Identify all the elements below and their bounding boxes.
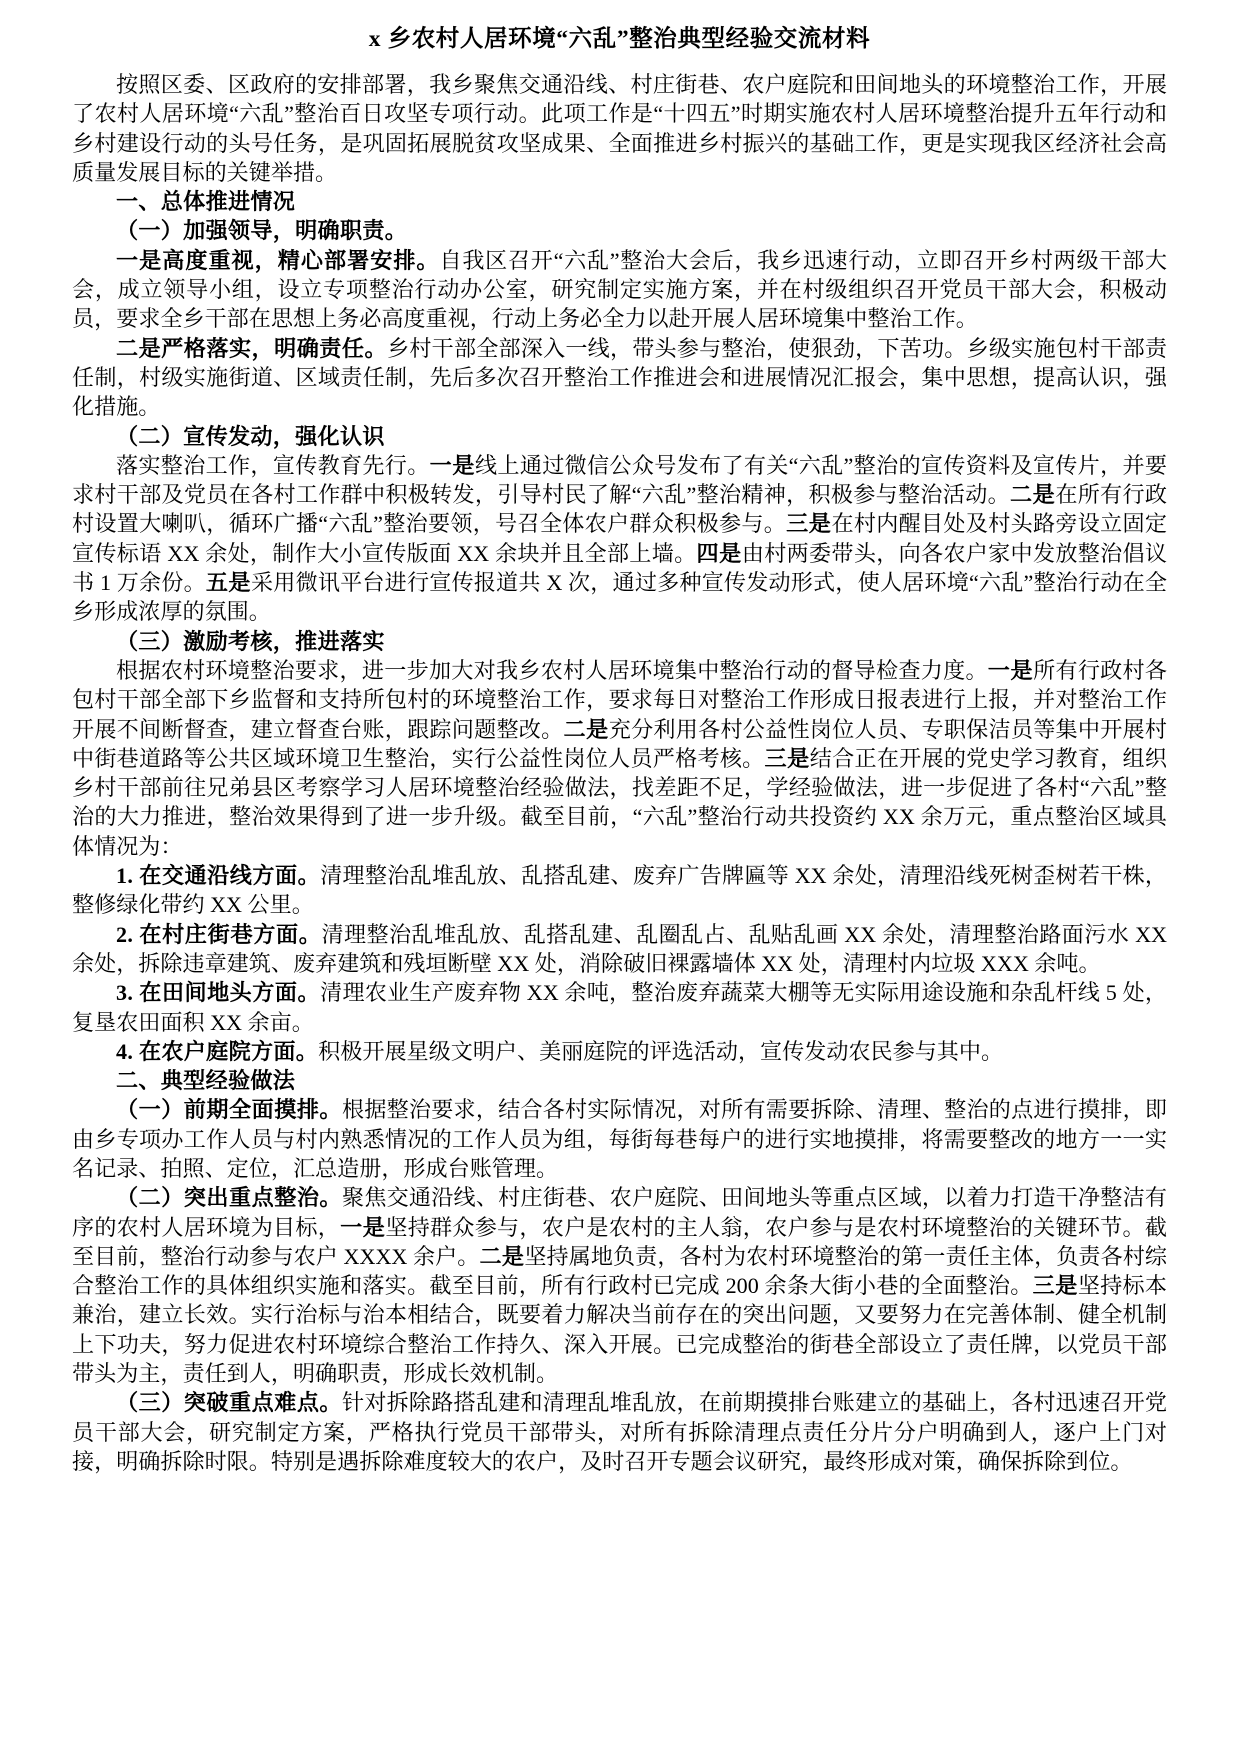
paragraph-lead-label: 一是高度重视，精心部署安排。 — [116, 247, 440, 273]
document-body — [72, 70, 1167, 1476]
paragraph-text: 乡村干部全部深入一线，带头参与整治，使狠劲，下苦功。乡级实施包村干部责任制，村级实施街道、区域责任制，先后多次召开整治工作推进会和进展情况汇报会，集中思想，提高认识，强化措施。 — [72, 335, 1167, 420]
heading-text: （一）加强领导，明确职责。 — [116, 218, 408, 244]
section-heading — [72, 216, 1167, 245]
body-paragraph — [72, 978, 1167, 1037]
paragraph-emphasis: 二是 — [479, 1243, 525, 1269]
body-paragraph — [72, 451, 1167, 627]
heading-text: 一、总体推进情况 — [116, 189, 296, 215]
heading-text: （三）激励考核，推进落实 — [116, 628, 385, 654]
paragraph-lead-label: 1. 在交通沿线方面。 — [116, 863, 321, 889]
paragraph-emphasis: 二是 — [1009, 482, 1056, 508]
paragraph-lead-label: 2. 在村庄街巷方面。 — [116, 921, 322, 947]
body-paragraph — [72, 656, 1167, 861]
paragraph-text: 由村两委带头，向各农户家中发放整治倡议书 1 万余份。 — [72, 540, 1167, 596]
paragraph-emphasis: 一是 — [987, 657, 1034, 683]
paragraph-lead-label: 4. 在农户庭院方面。 — [116, 1038, 319, 1064]
section-heading — [72, 422, 1167, 451]
paragraph-text: 所有行政村各包村干部全部下乡监督和支持所包村的环境整治工作，要求每日对整治工作形成日报表进行上报，并对整治工作开展不间断督查，建立督查台账，跟踪问题整改。 — [72, 657, 1167, 742]
paragraph-emphasis: 四是 — [696, 540, 742, 566]
paragraph-text: 结合正在开展的党史学习教育，组织乡村干部前往兄弟县区考察学习人居环境整治经验做法，找差距不足，学经验做法，进一步促进了各村“六乱”整治的大力推进，整治效果得到了进一步升级。截至目前，“六乱”整治行动共投资约 XX 余万元，重点整治区域具体情况为： — [72, 745, 1167, 859]
body-paragraph — [72, 920, 1167, 979]
body-paragraph — [72, 1388, 1167, 1476]
paragraph-text: 根据农村环境整治要求，进一步加大对我乡农村人居环境集中整治行动的督导检查力度。 — [116, 657, 988, 683]
paragraph-text: 按照区委、区政府的安排部署，我乡聚焦交通沿线、村庄街巷、农户庭院和田间地头的环境整治工作，开展了农村人居环境“六乱”整治百日攻坚专项行动。此项工作是“十四五”时期实施农村人居环境整治提升五年行动和乡村建设行动的头号任务，是巩固拓展脱贫攻坚成果、全面推进乡村振兴的基础工作，更是实现我区经济社会高质量发展目标的关键举措。 — [72, 72, 1167, 185]
paragraph-text: 充分利用各村公益性岗位人员、专职保洁员等集中开展村中街巷道路等公共区域环境卫生整治，实行公益性岗位人员严格考核。 — [72, 716, 1167, 771]
body-paragraph — [72, 1037, 1167, 1066]
heading-text: 二、典型经验做法 — [116, 1068, 296, 1094]
body-paragraph — [72, 1183, 1167, 1388]
paragraph-text: 自我区召开“六乱”整治大会后，我乡迅速行动，立即召开乡村两级干部大会，成立领导小组，设立专项整治行动办公室，研究制定实施方案，并在村级组织召开党员干部大会，积极动员，要求全乡干部在思想上务必高度重视，行动上务必全力以赴开展人居环境集中整治工作。 — [72, 247, 1167, 332]
paragraph-text: 针对拆除路搭乱建和清理乱堆乱放，在前期摸排台账建立的基础上，各村迅速召开党员干部大会，研究制定方案，严格执行党员干部带头，对所有拆除清理点责任分片分户明确到人，逐户上门对接，明确拆除时限。特别是遇拆除难度较大的农户，及时召开专题会议研究，最终形成对策，确保拆除到位。 — [72, 1390, 1167, 1474]
heading-text: （二）宣传发动，强化认识 — [116, 423, 385, 449]
body-paragraph — [72, 861, 1167, 920]
paragraph-lead-label: （一）前期全面摸排。 — [116, 1097, 343, 1123]
section-heading — [72, 627, 1167, 656]
paragraph-text: 聚焦交通沿线、村庄街巷、农户庭院、田间地头等重点区域，以着力打造干净整洁有序的农村人居环境为目标， — [72, 1185, 1167, 1240]
paragraph-text: 在村内醒目处及村头路旁设立固定宣传标语 XX 余处，制作大小宣传版面 XX 余块并且全部上墙。 — [72, 511, 1167, 566]
paragraph-text: 清理整治乱堆乱放、乱搭乱建、乱圈乱占、乱贴乱画 XX 余处，清理整治路面污水 XX 余处，拆除违章建筑、废弃建筑和残垣断壁 XX 处，消除破旧裸露墙体 XX 处，清理村内垃圾 XXX 余吨。 — [72, 921, 1167, 976]
paragraph-lead-label: 3. 在田间地头方面。 — [116, 980, 321, 1006]
paragraph-text: 落实整治工作，宣传教育先行。 — [116, 452, 430, 478]
body-paragraph — [72, 1095, 1167, 1183]
paragraph-emphasis: 三是 — [1032, 1273, 1078, 1299]
paragraph-text: 清理整治乱堆乱放、乱搭乱建、废弃广告牌匾等 XX 余处，清理沿线死树歪树若干株，整修绿化带约 XX 公里。 — [72, 863, 1167, 918]
paragraph-text: 清理农业生产废弃物 XX 余吨，整治废弃蔬菜大棚等无实际用途设施和杂乱杆线 5 处，复垦农田面积 XX 余亩。 — [72, 980, 1167, 1035]
paragraph-text: 在所有行政村设置大喇叭，循环广播“六乱”整治要领，号召全体农户群众积极参与。 — [72, 482, 1167, 537]
paragraph-emphasis: （二）突出重点整治。 — [116, 1185, 343, 1211]
paragraph-lead-label: （三）突破重点难点。 — [116, 1390, 343, 1416]
paragraph-emphasis: 一是 — [429, 452, 476, 478]
paragraph-lead-label: 二是严格落实，明确责任。 — [116, 335, 388, 361]
body-paragraph — [72, 70, 1167, 187]
page-title: x 乡农村人居环境“六乱”整治典型经验交流材料 — [368, 26, 871, 52]
paragraph-text: 根据整治要求，结合各村实际情况，对所有需要拆除、清理、整治的点进行摸排，即由乡专项办工作人员与村内熟悉情况的工作人员为组，每街每巷每户的进行实地摸排，将需要整改的地方一一实名记录、拍照、定位，汇总造册，形成台账管理。 — [72, 1097, 1167, 1181]
paragraph-emphasis: 五是 — [205, 570, 252, 596]
section-heading — [72, 187, 1167, 216]
paragraph-emphasis: 二是 — [563, 716, 609, 742]
paragraph-text: 坚持标本兼治，建立长效。实行治标与治本相结合，既要着力解决当前存在的突出问题，又要努力在完善体制、健全机制上下功夫，努力促进农村环境综合整治工作持久、深入开展。已完成整治的街巷全部设立了责任牌，以党员干部带头为主，责任到人，明确职责，形成长效机制。 — [72, 1273, 1167, 1387]
paragraph-text: 线上通过微信公众号发布了有关“六乱”整治的宣传资料及宣传片，并要求村干部及党员在各村工作群中积极转发，引导村民了解“六乱”整治精神，积极参与整治活动。 — [72, 452, 1167, 508]
paragraph-emphasis: 三是 — [786, 511, 832, 537]
body-paragraph — [72, 334, 1167, 422]
paragraph-emphasis: 一是 — [340, 1214, 386, 1240]
paragraph-text: 坚持属地负责，各村为农村环境整治的第一责任主体，负责各村综合整治工作的具体组织实施和落实。截至目前，所有行政村已完成 200 余条大街小巷的全面整治。 — [72, 1243, 1167, 1299]
paragraph-text: 积极开展星级文明户、美丽庭院的评选活动，宣传发动农民参与其中。 — [318, 1038, 1004, 1064]
paragraph-text: 坚持群众参与，农户是农村的主人翁，农户参与是农村环境整治的关键环节。截至目前，整治行动参与农户 XXXX 余户。 — [72, 1214, 1167, 1269]
body-paragraph — [72, 246, 1167, 334]
paragraph-text: 采用微讯平台进行宣传报道共 X 次，通过多种宣传发动形式，使人居环境“六乱”整治行动在全乡形成浓厚的氛围。 — [72, 570, 1167, 625]
section-heading — [72, 1066, 1167, 1095]
paragraph-emphasis: 三是 — [764, 745, 810, 771]
